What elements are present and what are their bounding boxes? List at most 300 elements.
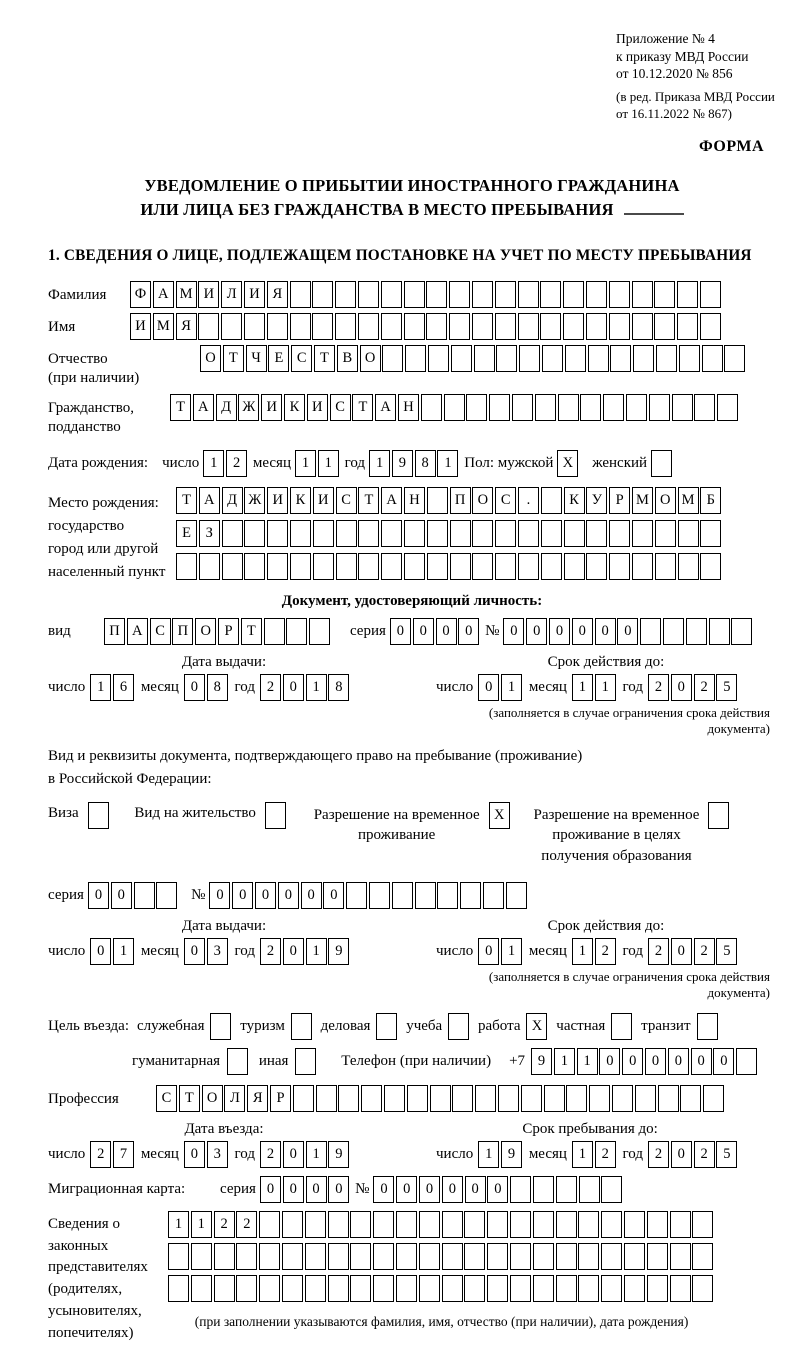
char-cell[interactable]	[541, 553, 562, 580]
char-cell[interactable]: 0	[306, 1176, 327, 1203]
char-cell[interactable]: И	[307, 394, 328, 421]
char-cell[interactable]: 0	[526, 618, 547, 645]
char-cell[interactable]: 3	[207, 938, 228, 965]
char-cell[interactable]: О	[360, 345, 381, 372]
char-cell[interactable]	[335, 313, 356, 340]
char-cell[interactable]	[677, 313, 698, 340]
char-cell[interactable]: 0	[283, 1141, 304, 1168]
char-cell[interactable]: 2	[648, 938, 669, 965]
char-cell[interactable]	[222, 553, 243, 580]
char-cell[interactable]: 5	[716, 674, 737, 701]
char-cell[interactable]	[540, 281, 561, 308]
char-cell[interactable]: Д	[216, 394, 237, 421]
char-cell[interactable]	[655, 553, 676, 580]
char-cell[interactable]: А	[153, 281, 174, 308]
char-cell[interactable]: Ч	[246, 345, 267, 372]
char-cell[interactable]: К	[290, 487, 311, 514]
char-cell[interactable]	[259, 1243, 280, 1270]
char-cell[interactable]: 9	[501, 1141, 522, 1168]
char-cell[interactable]	[601, 1243, 622, 1270]
char-cell[interactable]	[427, 520, 448, 547]
char-cell[interactable]: 0	[90, 938, 111, 965]
checkbox-cell[interactable]	[448, 1013, 469, 1040]
checkbox-cell[interactable]	[708, 802, 729, 829]
char-cell[interactable]: А	[127, 618, 148, 645]
char-cell[interactable]: 0	[503, 618, 524, 645]
char-cell[interactable]	[472, 553, 493, 580]
char-cell[interactable]	[533, 1275, 554, 1302]
char-cell[interactable]: П	[172, 618, 193, 645]
char-cell[interactable]: 2	[260, 1141, 281, 1168]
char-cell[interactable]	[407, 1085, 428, 1112]
char-cell[interactable]: 2	[260, 674, 281, 701]
char-cell[interactable]	[487, 1275, 508, 1302]
char-cell[interactable]	[487, 1243, 508, 1270]
char-cell[interactable]	[541, 487, 562, 514]
char-cell[interactable]: П	[104, 618, 125, 645]
char-cell[interactable]	[556, 1211, 577, 1238]
char-cell[interactable]	[466, 394, 487, 421]
char-cell[interactable]: 2	[595, 1141, 616, 1168]
char-cell[interactable]: 2	[694, 938, 715, 965]
char-cell[interactable]	[290, 313, 311, 340]
char-cell[interactable]: А	[381, 487, 402, 514]
char-cell[interactable]: 0	[478, 674, 499, 701]
char-cell[interactable]: 0	[184, 674, 205, 701]
char-cell[interactable]: 2	[90, 1141, 111, 1168]
char-cell[interactable]: 0	[671, 674, 692, 701]
char-cell[interactable]: 0	[88, 882, 109, 909]
checkbox-cell[interactable]	[651, 450, 672, 477]
char-cell[interactable]: В	[337, 345, 358, 372]
char-cell[interactable]: 0	[668, 1048, 689, 1075]
char-cell[interactable]	[259, 1275, 280, 1302]
char-cell[interactable]	[633, 345, 654, 372]
char-cell[interactable]: Я	[176, 313, 197, 340]
char-cell[interactable]	[564, 553, 585, 580]
char-cell[interactable]	[267, 313, 288, 340]
char-cell[interactable]	[373, 1275, 394, 1302]
char-cell[interactable]	[305, 1211, 326, 1238]
char-cell[interactable]: 0	[278, 882, 299, 909]
char-cell[interactable]	[405, 345, 426, 372]
char-cell[interactable]	[700, 313, 721, 340]
char-cell[interactable]: 2	[236, 1211, 257, 1238]
char-cell[interactable]: Р	[218, 618, 239, 645]
char-cell[interactable]	[221, 313, 242, 340]
char-cell[interactable]	[563, 313, 584, 340]
char-cell[interactable]: Ф	[130, 281, 151, 308]
char-cell[interactable]	[198, 313, 219, 340]
char-cell[interactable]: .	[518, 487, 539, 514]
char-cell[interactable]: 2	[595, 938, 616, 965]
char-cell[interactable]: Ж	[238, 394, 259, 421]
char-cell[interactable]: Н	[404, 487, 425, 514]
char-cell[interactable]: И	[267, 487, 288, 514]
char-cell[interactable]	[450, 520, 471, 547]
char-cell[interactable]	[624, 1275, 645, 1302]
char-cell[interactable]: Е	[176, 520, 197, 547]
char-cell[interactable]	[506, 882, 527, 909]
checkbox-cell[interactable]	[210, 1013, 231, 1040]
char-cell[interactable]	[640, 618, 661, 645]
char-cell[interactable]	[214, 1243, 235, 1270]
char-cell[interactable]: 0	[572, 618, 593, 645]
char-cell[interactable]: 5	[716, 938, 737, 965]
char-cell[interactable]: 0	[283, 1176, 304, 1203]
char-cell[interactable]	[564, 520, 585, 547]
char-cell[interactable]	[579, 1176, 600, 1203]
char-cell[interactable]	[449, 281, 470, 308]
char-cell[interactable]: Д	[222, 487, 243, 514]
char-cell[interactable]	[444, 394, 465, 421]
char-cell[interactable]	[384, 1085, 405, 1112]
char-cell[interactable]	[472, 520, 493, 547]
char-cell[interactable]	[244, 520, 265, 547]
char-cell[interactable]: 1	[577, 1048, 598, 1075]
char-cell[interactable]: 0	[671, 1141, 692, 1168]
checkbox-cell[interactable]	[376, 1013, 397, 1040]
char-cell[interactable]: А	[375, 394, 396, 421]
char-cell[interactable]	[544, 1085, 565, 1112]
char-cell[interactable]	[336, 520, 357, 547]
char-cell[interactable]	[678, 553, 699, 580]
char-cell[interactable]	[293, 1085, 314, 1112]
char-cell[interactable]: 0	[671, 938, 692, 965]
checkbox-cell[interactable]	[697, 1013, 718, 1040]
char-cell[interactable]: О	[655, 487, 676, 514]
char-cell[interactable]: М	[678, 487, 699, 514]
char-cell[interactable]: 0	[283, 674, 304, 701]
char-cell[interactable]	[282, 1243, 303, 1270]
char-cell[interactable]	[540, 313, 561, 340]
char-cell[interactable]: 1	[113, 938, 134, 965]
char-cell[interactable]	[647, 1243, 668, 1270]
char-cell[interactable]	[663, 618, 684, 645]
char-cell[interactable]: 1	[168, 1211, 189, 1238]
char-cell[interactable]	[603, 394, 624, 421]
char-cell[interactable]	[700, 553, 721, 580]
char-cell[interactable]	[419, 1243, 440, 1270]
char-cell[interactable]: 0	[436, 618, 457, 645]
char-cell[interactable]	[168, 1243, 189, 1270]
char-cell[interactable]: 0	[390, 618, 411, 645]
char-cell[interactable]: 6	[113, 674, 134, 701]
char-cell[interactable]	[464, 1243, 485, 1270]
char-cell[interactable]	[428, 345, 449, 372]
char-cell[interactable]	[350, 1211, 371, 1238]
char-cell[interactable]	[692, 1211, 713, 1238]
char-cell[interactable]	[632, 281, 653, 308]
char-cell[interactable]	[396, 1275, 417, 1302]
checkbox-cell[interactable]: X	[489, 802, 510, 829]
char-cell[interactable]: Т	[223, 345, 244, 372]
char-cell[interactable]	[495, 520, 516, 547]
char-cell[interactable]	[533, 1176, 554, 1203]
char-cell[interactable]	[176, 553, 197, 580]
char-cell[interactable]	[222, 520, 243, 547]
char-cell[interactable]: И	[130, 313, 151, 340]
char-cell[interactable]	[267, 553, 288, 580]
char-cell[interactable]	[358, 281, 379, 308]
char-cell[interactable]	[350, 1243, 371, 1270]
char-cell[interactable]	[191, 1275, 212, 1302]
char-cell[interactable]	[626, 394, 647, 421]
char-cell[interactable]	[309, 618, 330, 645]
char-cell[interactable]	[134, 882, 155, 909]
char-cell[interactable]: 0	[487, 1176, 508, 1203]
char-cell[interactable]	[282, 1211, 303, 1238]
char-cell[interactable]	[442, 1211, 463, 1238]
char-cell[interactable]	[358, 313, 379, 340]
char-cell[interactable]	[427, 553, 448, 580]
char-cell[interactable]	[244, 313, 265, 340]
char-cell[interactable]: 0	[396, 1176, 417, 1203]
char-cell[interactable]	[609, 281, 630, 308]
char-cell[interactable]	[381, 281, 402, 308]
char-cell[interactable]	[586, 553, 607, 580]
char-cell[interactable]	[510, 1176, 531, 1203]
char-cell[interactable]	[632, 520, 653, 547]
char-cell[interactable]: Р	[270, 1085, 291, 1112]
char-cell[interactable]: 0	[617, 618, 638, 645]
char-cell[interactable]	[404, 520, 425, 547]
checkbox-cell[interactable]	[295, 1048, 316, 1075]
char-cell[interactable]	[244, 553, 265, 580]
char-cell[interactable]	[474, 345, 495, 372]
char-cell[interactable]	[717, 394, 738, 421]
char-cell[interactable]	[305, 1275, 326, 1302]
char-cell[interactable]: 1	[203, 450, 224, 477]
char-cell[interactable]	[464, 1275, 485, 1302]
char-cell[interactable]	[601, 1176, 622, 1203]
char-cell[interactable]: 1	[554, 1048, 575, 1075]
char-cell[interactable]: 0	[413, 618, 434, 645]
char-cell[interactable]: З	[199, 520, 220, 547]
char-cell[interactable]	[512, 394, 533, 421]
char-cell[interactable]	[694, 394, 715, 421]
checkbox-cell[interactable]: X	[526, 1013, 547, 1040]
char-cell[interactable]: Т	[179, 1085, 200, 1112]
char-cell[interactable]: 1	[295, 450, 316, 477]
char-cell[interactable]	[692, 1275, 713, 1302]
char-cell[interactable]: С	[336, 487, 357, 514]
char-cell[interactable]: С	[156, 1085, 177, 1112]
char-cell[interactable]	[404, 553, 425, 580]
char-cell[interactable]	[670, 1211, 691, 1238]
char-cell[interactable]	[541, 520, 562, 547]
char-cell[interactable]	[702, 345, 723, 372]
char-cell[interactable]: 2	[694, 1141, 715, 1168]
char-cell[interactable]	[358, 520, 379, 547]
char-cell[interactable]: 1	[437, 450, 458, 477]
char-cell[interactable]	[290, 520, 311, 547]
char-cell[interactable]: 2	[648, 674, 669, 701]
char-cell[interactable]	[214, 1275, 235, 1302]
char-cell[interactable]	[649, 394, 670, 421]
char-cell[interactable]	[533, 1243, 554, 1270]
char-cell[interactable]	[496, 345, 517, 372]
char-cell[interactable]: 0	[713, 1048, 734, 1075]
char-cell[interactable]: О	[202, 1085, 223, 1112]
char-cell[interactable]: О	[472, 487, 493, 514]
char-cell[interactable]: И	[198, 281, 219, 308]
char-cell[interactable]: 8	[328, 674, 349, 701]
char-cell[interactable]	[338, 1085, 359, 1112]
char-cell[interactable]	[392, 882, 413, 909]
char-cell[interactable]: 7	[113, 1141, 134, 1168]
char-cell[interactable]: Т	[352, 394, 373, 421]
char-cell[interactable]	[589, 1085, 610, 1112]
char-cell[interactable]	[709, 618, 730, 645]
char-cell[interactable]: М	[632, 487, 653, 514]
char-cell[interactable]	[670, 1275, 691, 1302]
char-cell[interactable]	[419, 1211, 440, 1238]
char-cell[interactable]	[489, 394, 510, 421]
char-cell[interactable]: 1	[306, 674, 327, 701]
char-cell[interactable]	[518, 281, 539, 308]
char-cell[interactable]: И	[261, 394, 282, 421]
char-cell[interactable]	[381, 553, 402, 580]
char-cell[interactable]	[472, 281, 493, 308]
char-cell[interactable]	[358, 553, 379, 580]
char-cell[interactable]	[578, 1243, 599, 1270]
char-cell[interactable]: 9	[328, 1141, 349, 1168]
char-cell[interactable]: А	[199, 487, 220, 514]
char-cell[interactable]: 0	[328, 1176, 349, 1203]
checkbox-cell[interactable]	[291, 1013, 312, 1040]
char-cell[interactable]	[267, 520, 288, 547]
char-cell[interactable]	[305, 1243, 326, 1270]
char-cell[interactable]: 2	[260, 938, 281, 965]
char-cell[interactable]: 0	[549, 618, 570, 645]
char-cell[interactable]: С	[330, 394, 351, 421]
checkbox-cell[interactable]	[265, 802, 286, 829]
char-cell[interactable]: 0	[301, 882, 322, 909]
char-cell[interactable]: Л	[224, 1085, 245, 1112]
char-cell[interactable]	[316, 1085, 337, 1112]
char-cell[interactable]: 5	[716, 1141, 737, 1168]
char-cell[interactable]: 1	[501, 938, 522, 965]
char-cell[interactable]	[498, 1085, 519, 1112]
char-cell[interactable]: С	[291, 345, 312, 372]
char-cell[interactable]	[601, 1275, 622, 1302]
char-cell[interactable]	[612, 1085, 633, 1112]
char-cell[interactable]: М	[176, 281, 197, 308]
char-cell[interactable]	[680, 1085, 701, 1112]
char-cell[interactable]	[328, 1275, 349, 1302]
char-cell[interactable]: Я	[247, 1085, 268, 1112]
char-cell[interactable]	[286, 618, 307, 645]
char-cell[interactable]: 0	[691, 1048, 712, 1075]
char-cell[interactable]	[451, 345, 472, 372]
char-cell[interactable]	[647, 1275, 668, 1302]
char-cell[interactable]	[421, 394, 442, 421]
char-cell[interactable]: 0	[373, 1176, 394, 1203]
char-cell[interactable]	[404, 281, 425, 308]
char-cell[interactable]: Е	[268, 345, 289, 372]
char-cell[interactable]	[335, 281, 356, 308]
char-cell[interactable]: 0	[442, 1176, 463, 1203]
char-cell[interactable]: 0	[111, 882, 132, 909]
char-cell[interactable]: 1	[478, 1141, 499, 1168]
char-cell[interactable]: Я	[267, 281, 288, 308]
char-cell[interactable]	[495, 281, 516, 308]
char-cell[interactable]: 2	[648, 1141, 669, 1168]
char-cell[interactable]: 0	[599, 1048, 620, 1075]
char-cell[interactable]	[373, 1211, 394, 1238]
char-cell[interactable]	[373, 1243, 394, 1270]
char-cell[interactable]: 2	[694, 674, 715, 701]
char-cell[interactable]: 9	[392, 450, 413, 477]
char-cell[interactable]	[350, 1275, 371, 1302]
char-cell[interactable]: 1	[572, 674, 593, 701]
char-cell[interactable]: С	[495, 487, 516, 514]
char-cell[interactable]	[156, 882, 177, 909]
char-cell[interactable]: Ж	[244, 487, 265, 514]
char-cell[interactable]: О	[195, 618, 216, 645]
char-cell[interactable]	[312, 281, 333, 308]
char-cell[interactable]	[686, 618, 707, 645]
char-cell[interactable]: 0	[209, 882, 230, 909]
checkbox-cell[interactable]	[88, 802, 109, 829]
char-cell[interactable]	[437, 882, 458, 909]
char-cell[interactable]: К	[564, 487, 585, 514]
char-cell[interactable]	[578, 1211, 599, 1238]
char-cell[interactable]: 0	[232, 882, 253, 909]
char-cell[interactable]	[236, 1243, 257, 1270]
char-cell[interactable]	[495, 313, 516, 340]
char-cell[interactable]	[601, 1211, 622, 1238]
char-cell[interactable]: 1	[318, 450, 339, 477]
char-cell[interactable]: 0	[465, 1176, 486, 1203]
char-cell[interactable]	[703, 1085, 724, 1112]
char-cell[interactable]: 2	[214, 1211, 235, 1238]
char-cell[interactable]	[510, 1243, 531, 1270]
char-cell[interactable]: К	[284, 394, 305, 421]
char-cell[interactable]	[452, 1085, 473, 1112]
char-cell[interactable]: 9	[328, 938, 349, 965]
char-cell[interactable]	[464, 1211, 485, 1238]
char-cell[interactable]	[475, 1085, 496, 1112]
char-cell[interactable]	[259, 1211, 280, 1238]
char-cell[interactable]	[510, 1275, 531, 1302]
char-cell[interactable]	[290, 281, 311, 308]
char-cell[interactable]: 0	[323, 882, 344, 909]
char-cell[interactable]	[419, 1275, 440, 1302]
char-cell[interactable]	[610, 345, 631, 372]
char-cell[interactable]	[624, 1243, 645, 1270]
char-cell[interactable]	[282, 1275, 303, 1302]
char-cell[interactable]	[588, 345, 609, 372]
char-cell[interactable]	[692, 1243, 713, 1270]
char-cell[interactable]	[542, 345, 563, 372]
char-cell[interactable]	[312, 313, 333, 340]
char-cell[interactable]	[495, 553, 516, 580]
char-cell[interactable]: 1	[595, 674, 616, 701]
char-cell[interactable]: 3	[207, 1141, 228, 1168]
char-cell[interactable]: П	[450, 487, 471, 514]
char-cell[interactable]	[609, 313, 630, 340]
char-cell[interactable]	[460, 882, 481, 909]
char-cell[interactable]: 1	[572, 938, 593, 965]
char-cell[interactable]	[556, 1243, 577, 1270]
char-cell[interactable]: 0	[458, 618, 479, 645]
char-cell[interactable]: Т	[358, 487, 379, 514]
char-cell[interactable]: Т	[170, 394, 191, 421]
char-cell[interactable]	[396, 1243, 417, 1270]
char-cell[interactable]: 1	[501, 674, 522, 701]
